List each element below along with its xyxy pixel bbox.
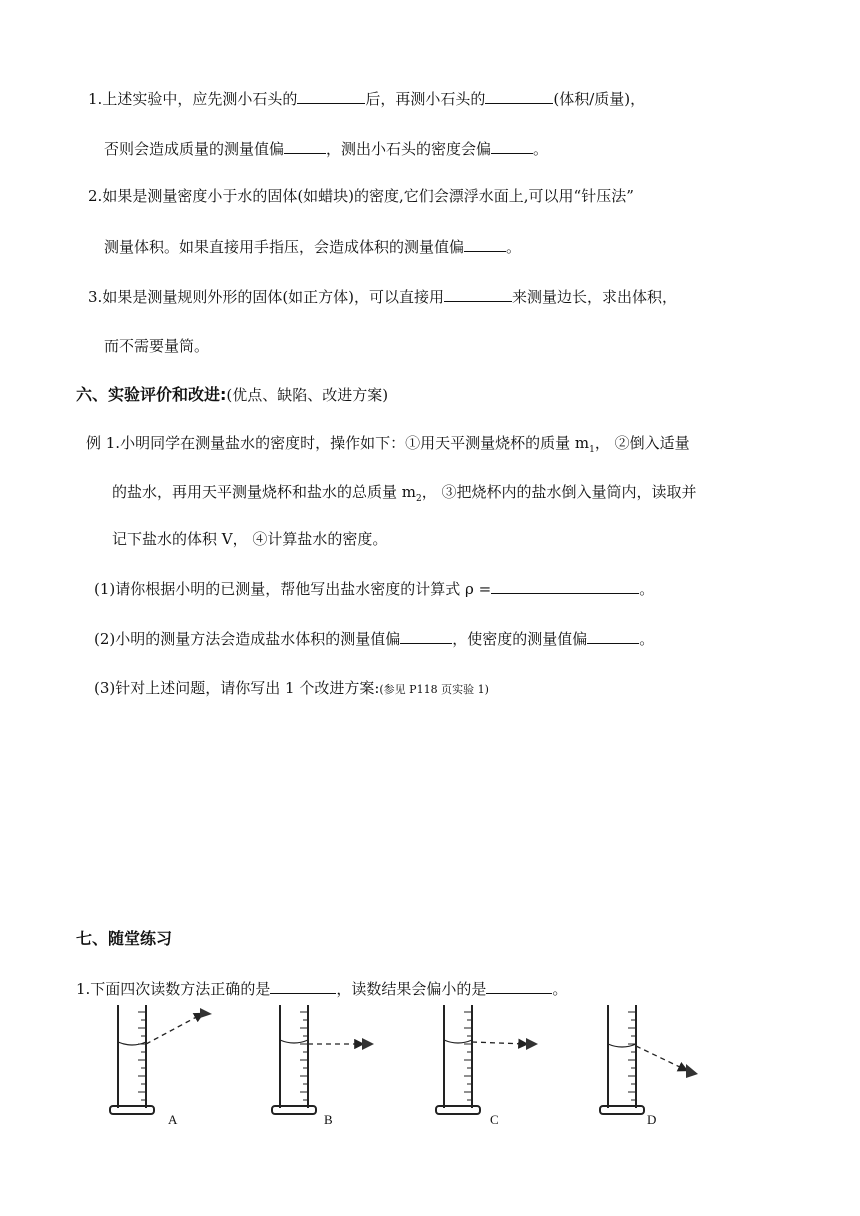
s6-p3: (3)针对上述问题，请你写出 1 个改进方案:(参见 P118 页实验 1) <box>94 679 489 697</box>
answer-blank[interactable] <box>491 578 639 594</box>
s6-example-line3: 记下盐水的体积 V， ④计算盐水的密度。 <box>112 530 388 548</box>
s5-q2-line2: 测量体积。如果直接用手指压，会造成体积的测量值偏 。 <box>104 238 522 256</box>
s6-p2: (2)小明的测量方法会造成盐水体积的测量值偏 ，使密度的测量值偏 。 <box>94 630 655 648</box>
answer-blank[interactable] <box>400 628 452 644</box>
label-d: D <box>647 1112 657 1127</box>
answer-blank[interactable] <box>491 138 533 154</box>
s6-p1: (1)请你根据小明的已测量，帮他写出盐水密度的计算式 ρ = 。 <box>94 580 655 598</box>
s5-q3-line2: 而不需要量筒。 <box>104 337 210 355</box>
s6-example-line1: 例 1.小明同学在测量盐水的密度时，操作如下：①用天平测量烧杯的质量 $m_1$， ②倒入适量 <box>86 434 690 455</box>
cylinders-svg <box>90 1000 730 1130</box>
s5-q2-line1: 2.如果是测量密度小于水的固体(如蜡块)的密度,它们会漂浮水面上,可以用“针压法” <box>88 187 634 205</box>
answer-blank[interactable] <box>486 978 552 994</box>
answer-blank[interactable] <box>587 628 639 644</box>
answer-blank[interactable] <box>444 286 512 302</box>
answer-blank[interactable] <box>284 138 326 154</box>
s5-q3-line1: 3.如果是测量规则外形的固体(如正方体)，可以直接用 来测量边长，求出体积， <box>88 288 678 306</box>
s7-q1: 1.下面四次读数方法正确的是 ，读数结果会偏小的是 。 <box>76 980 568 998</box>
answer-blank[interactable] <box>485 88 553 104</box>
section-6-title: 六、实验评价和改进:(优点、缺陷、改进方案) <box>76 385 389 404</box>
label-b: B <box>324 1112 333 1127</box>
cylinder-d <box>600 1005 698 1114</box>
answer-blank[interactable] <box>464 236 506 252</box>
cylinder-b <box>272 1005 374 1114</box>
answer-blank[interactable] <box>270 978 336 994</box>
label-a: A <box>168 1112 178 1127</box>
section-7-title: 七、随堂练习 <box>76 929 173 948</box>
cylinder-reading-figure <box>90 1000 730 1130</box>
s6-example-line2: 的盐水，再用天平测量烧杯和盐水的总质量 $m_2$， ③把烧杯内的盐水倒入量筒内，读取并 <box>112 483 697 504</box>
s5-q1-line2: 否则会造成质量的测量值偏 ，测出小石头的密度会偏 。 <box>104 140 549 158</box>
cylinder-c <box>436 1005 538 1114</box>
label-c: C <box>490 1112 499 1127</box>
answer-blank[interactable] <box>297 88 365 104</box>
cylinder-a <box>110 1005 212 1114</box>
s5-q1-line1: 1.上述实验中，应先测小石头的 后，再测小石头的 (体积/质量)， <box>88 90 646 108</box>
